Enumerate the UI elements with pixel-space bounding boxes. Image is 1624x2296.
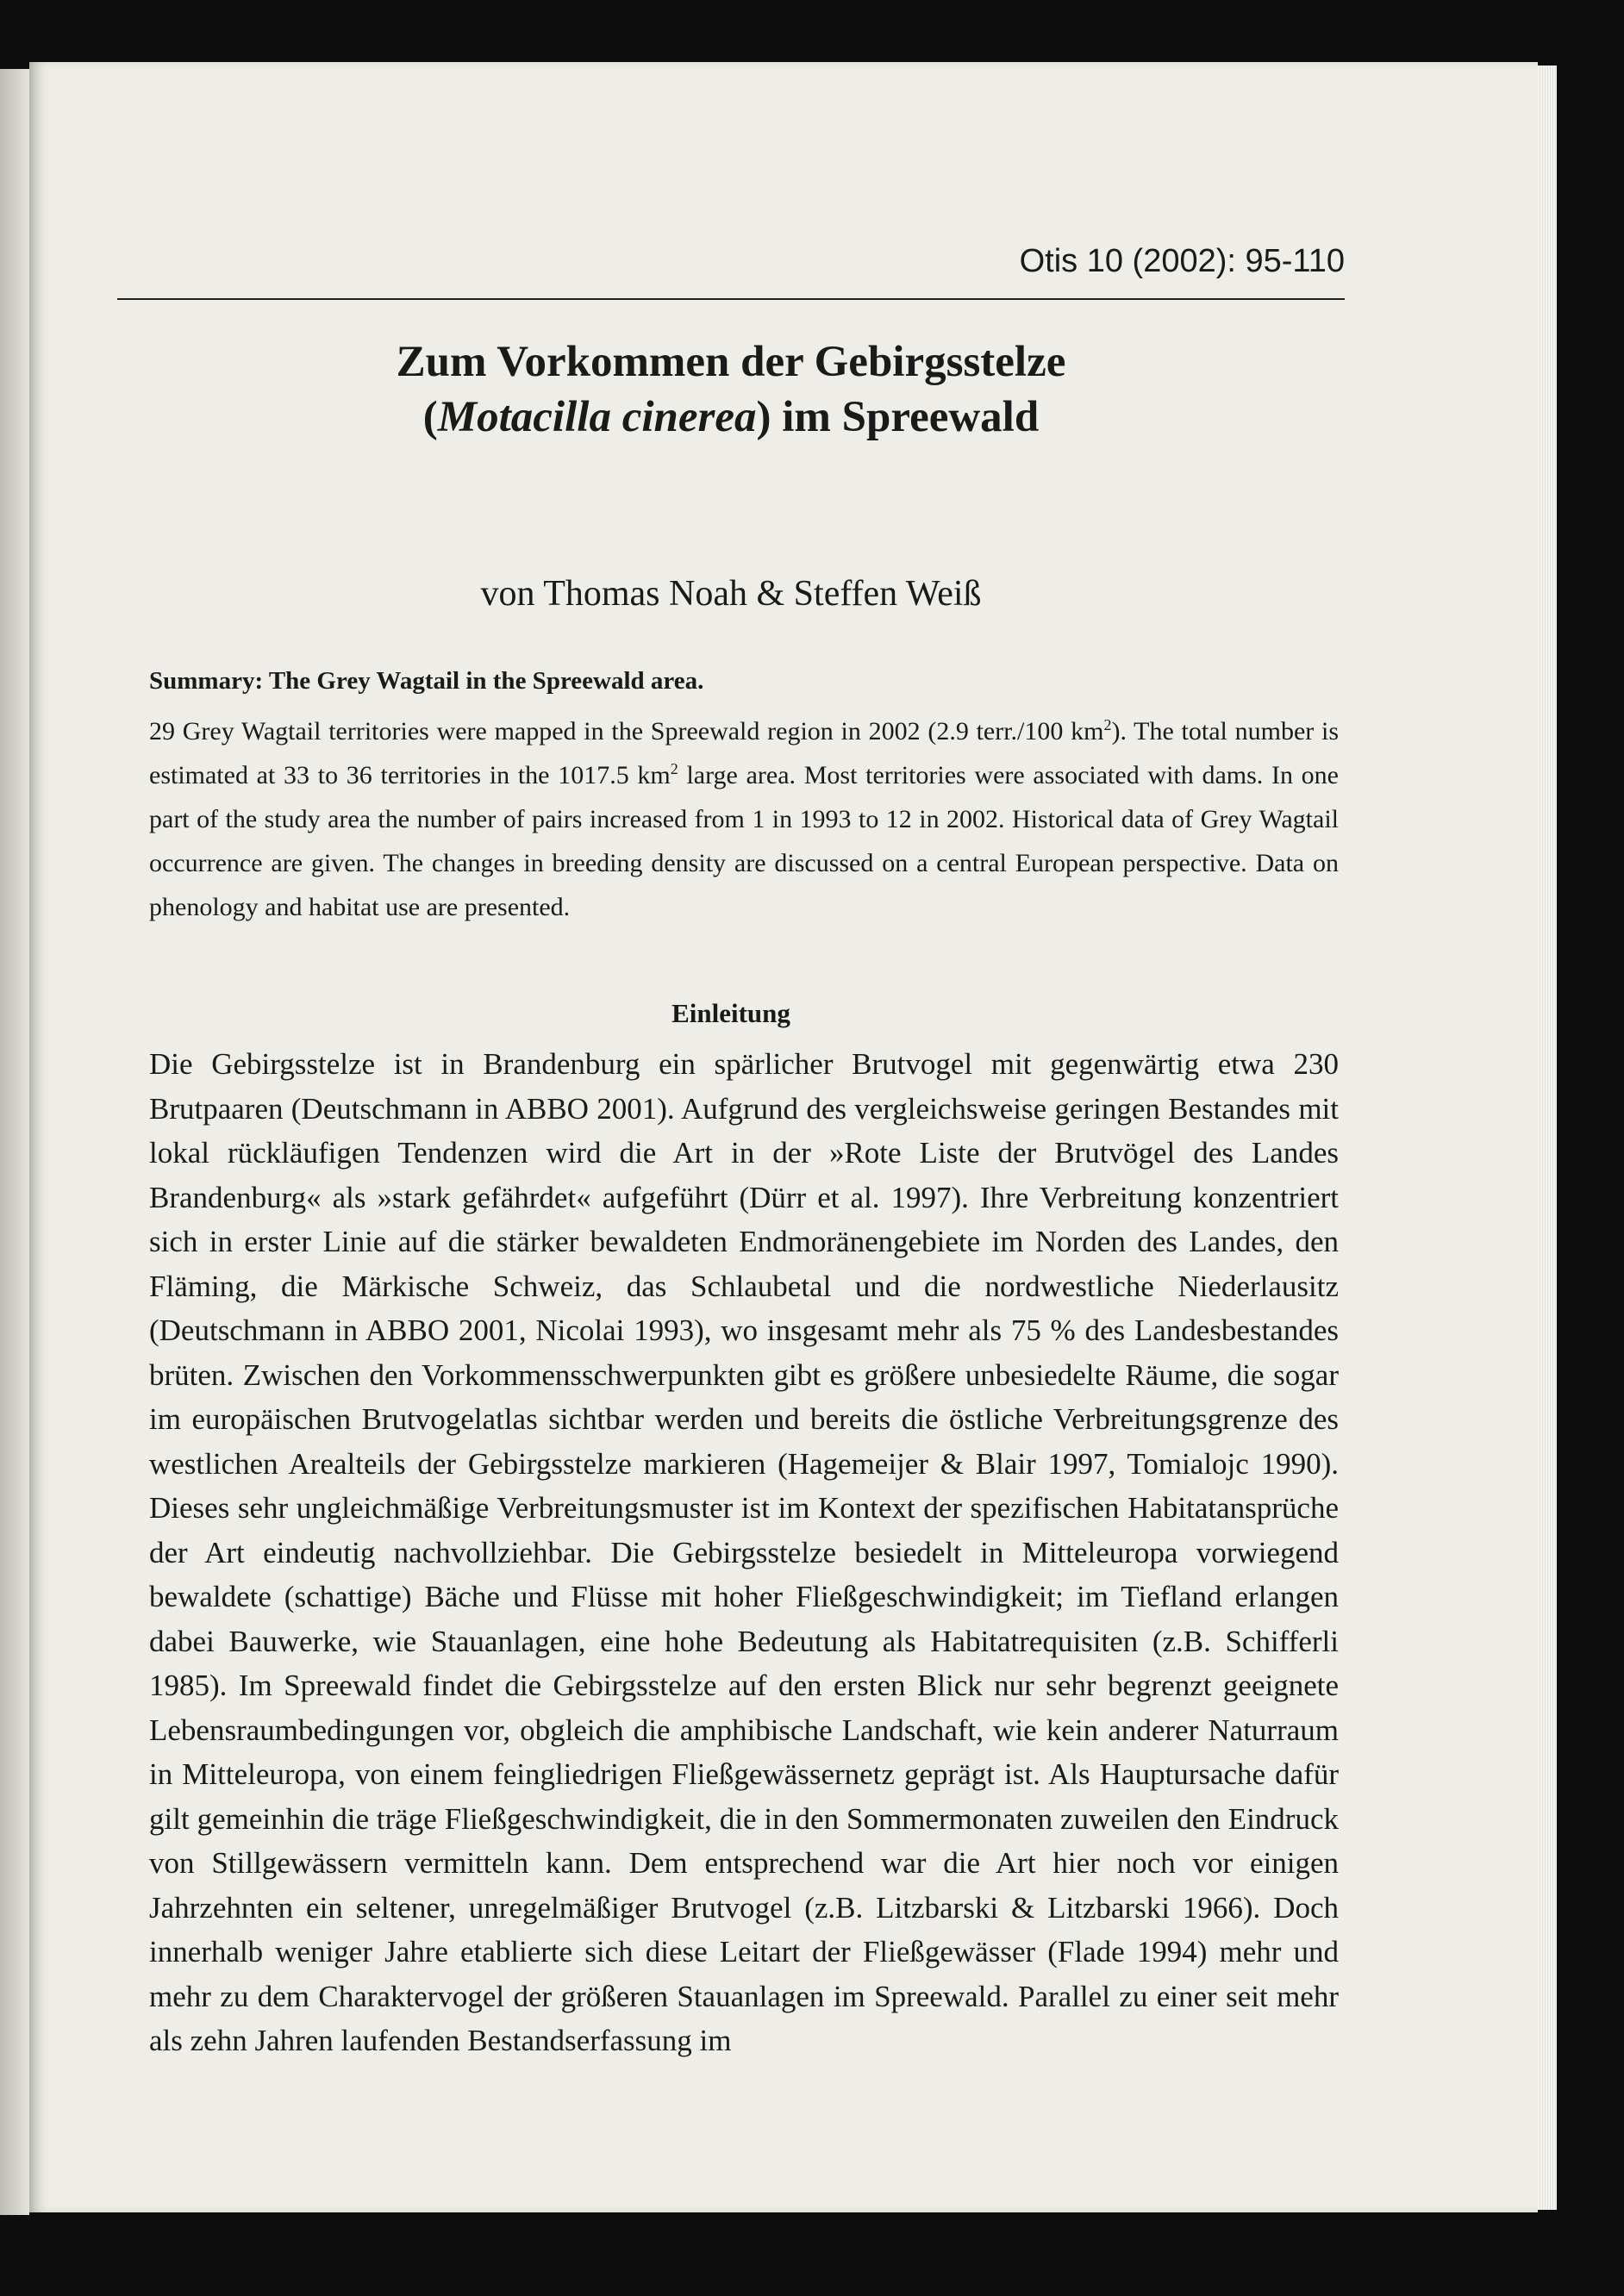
summary-sup-2: 2 bbox=[670, 760, 678, 777]
summary-sup-1: 2 bbox=[1103, 716, 1112, 733]
summary-heading: Summary: The Grey Wagtail in the Spreewald area. bbox=[149, 667, 704, 695]
title-line-2 bbox=[117, 390, 1345, 445]
title-line-2-rest: ) im Spreewald bbox=[756, 393, 1040, 441]
species-name: Motacilla cinerea bbox=[437, 393, 757, 441]
left-page-edge bbox=[0, 69, 29, 2215]
title-open-paren: ( bbox=[422, 393, 438, 441]
authors: von Thomas Noah & Steffen Weiß bbox=[480, 574, 982, 614]
title-line-1: Zum Vorkommen der Gebirgsstelze bbox=[396, 338, 1066, 386]
summary-part-3: large area. Most territories were associated with dams. In one part of the study area the number of pairs increased from 1 in 1993 to 12 in 2002. Historical data of Grey Wagtail occurrence are given. The changes in breeding density are discussed on a central European perspective. Data on phenology and habitat use are presented. bbox=[149, 761, 1339, 921]
summary-part-1: 29 Grey Wagtail territories were mapped in the Spreewald region in 2002 (2.9 terr./100 km bbox=[149, 717, 1104, 746]
introduction-heading: Einleitung bbox=[671, 998, 790, 1028]
introduction-text bbox=[149, 1042, 1339, 2063]
article-title bbox=[117, 334, 1345, 445]
journal-citation: Otis 10 (2002): 95-110 bbox=[1019, 243, 1345, 279]
summary-part-2: ). The total number is estimated at 33 to 36 territories in the 1017.5 km bbox=[149, 717, 1339, 789]
running-header bbox=[117, 243, 1345, 300]
introduction-paragraph: Die Gebirgsstelze ist in Brandenburg ein spärlicher Brutvogel mit gegenwärtig etwa 230 Brutpaaren (Deutschmann in ABBO 2001). Aufgrund des vergleichsweise geringen Bestandes mit lokal rückläufigen Tendenzen wird die Art in der »Rote Liste der Brutvögel des Landes Brandenburg« als »stark gefährdet« aufgeführt (Dürr et al. 1997). Ihre Verbreitung konzentriert sich in erster Linie auf die stärker bewaldeten Endmoränengebiete im Norden des Landes, den Fläming, die Märkische Schweiz, das Schlaubetal und die nordwestliche Niederlausitz (Deutschmann in ABBO 2001, Nicolai 1993), wo insgesamt mehr als 75 % des Landesbestandes brüten. Zwischen den Vorkommensschwerpunkten gibt es größere unbesiedelte Räume, die sogar im europäischen Brutvogelatlas sichtbar werden und bereits die östliche Verbreitungsgrenze des westlichen Arealteils der Gebirgsstelze markieren (Hagemeijer & Blair 1997, Tomialojc 1990). Dieses sehr ungleichmäßige Verbreitungsmuster ist im Kontext der spezifischen Habitatansprüche der Art eindeutig nachvollziehbar. Die Gebirgsstelze besiedelt in Mitteleuropa vorwiegend bewaldete (schattige) Bäche und Flüsse mit hoher Fließgeschwindigkeit; im Tiefland erlangen dabei Bauwerke, wie Stauanlagen, eine hohe Bedeutung als Habitatrequisiten (z.B. Schifferli 1985). Im Spreewald findet die Gebirgsstelze auf den ersten Blick nur sehr begrenzt geeignete Lebensraumbedingungen vor, obgleich die amphibische Landschaft, wie kein anderer Naturraum in Mitteleuropa, von einem feingliedrigen Fließgewässernetz geprägt ist. Als Hauptursache dafür gilt gemeinhin die träge Fließgeschwindigkeit, die in den Sommermonaten zuweilen den Eindruck von Stillgewässern vermitteln kann. Dem entsprechend war die Art hier noch vor einigen Jahrzehnten ein seltener, unregelmäßiger Brutvogel (z.B. Litzbarski & Litzbarski 1966). Doch innerhalb weniger Jahre etablierte sich diese Leitart der Fließgewässer (Flade 1994) mehr und mehr zu dem Charaktervogel der größeren Stauanlagen im Spreewald. Parallel zu einer seit mehr als zehn Jahren laufenden Bestandserfassung im bbox=[149, 1047, 1339, 2057]
summary-paragraph bbox=[149, 709, 1339, 929]
page-stack-edge bbox=[1538, 66, 1557, 2210]
summary-text bbox=[149, 709, 1339, 929]
